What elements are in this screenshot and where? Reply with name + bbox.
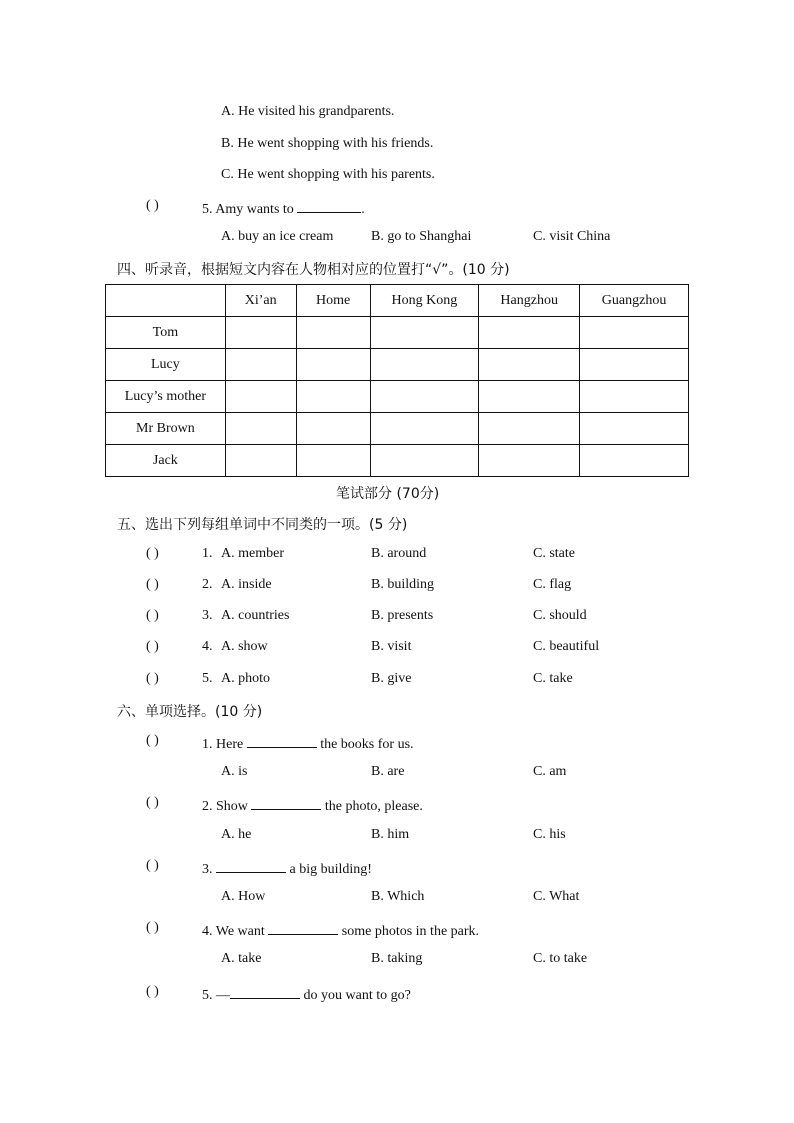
option-c: C. beautiful	[533, 639, 600, 654]
question-prefix: 2. Show	[202, 799, 248, 814]
option-a: A. buy an ice cream	[221, 229, 334, 244]
check-cell[interactable]	[580, 413, 689, 445]
column-header: Hangzhou	[479, 285, 580, 317]
check-cell[interactable]	[580, 381, 689, 413]
row-label: Tom	[106, 317, 226, 349]
table-row	[106, 349, 689, 381]
option-b: B. building	[371, 577, 435, 592]
option-a: A. inside	[221, 577, 272, 592]
question-prefix: 4. We want	[202, 924, 265, 939]
question-suffix: a big building!	[289, 862, 372, 877]
option-c: C. state	[533, 546, 575, 561]
option-b: B. taking	[371, 951, 423, 966]
answer-paren: ( )	[146, 608, 159, 623]
section-6-title: 六、单项选择。(10 分)	[117, 704, 263, 720]
answer-blank[interactable]	[230, 984, 300, 999]
check-cell[interactable]	[479, 349, 580, 381]
option-c: C. take	[533, 671, 573, 686]
check-cell[interactable]	[296, 381, 370, 413]
option-c: C. He went shopping with his parents.	[221, 167, 435, 182]
item-number: 4.	[202, 639, 213, 654]
check-cell[interactable]	[296, 317, 370, 349]
column-header: Home	[296, 285, 370, 317]
column-header: Guangzhou	[580, 285, 689, 317]
table-header-row	[106, 285, 689, 317]
question-prefix: 5. —	[202, 988, 230, 1003]
answer-paren: ( )	[146, 198, 159, 213]
option-a: A. He visited his grandparents.	[221, 104, 395, 119]
option-c: C. his	[533, 827, 566, 842]
answer-blank[interactable]	[216, 858, 286, 873]
check-cell[interactable]	[479, 381, 580, 413]
table-row	[106, 445, 689, 477]
check-cell[interactable]	[225, 445, 296, 477]
option-a: A. photo	[221, 671, 270, 686]
question-stem	[202, 920, 479, 940]
section-5-title: 五、选出下列每组单词中不同类的一项。(5 分)	[117, 517, 408, 533]
column-header	[106, 285, 226, 317]
row-label: Jack	[106, 445, 226, 477]
question-stem	[202, 198, 365, 218]
row-label: Lucy	[106, 349, 226, 381]
answer-paren: ( )	[146, 858, 159, 873]
option-b: B. presents	[371, 608, 434, 623]
question-prefix: 3.	[202, 862, 213, 877]
option-a: A. take	[221, 951, 262, 966]
check-cell[interactable]	[296, 445, 370, 477]
option-c: C. What	[533, 889, 580, 904]
option-c: C. am	[533, 764, 567, 779]
option-a: A. member	[221, 546, 284, 561]
option-a: A. countries	[221, 608, 290, 623]
check-cell[interactable]	[296, 349, 370, 381]
option-c: C. visit China	[533, 229, 611, 244]
check-cell[interactable]	[296, 413, 370, 445]
answer-blank[interactable]	[247, 733, 317, 748]
answer-paren: ( )	[146, 984, 159, 999]
option-b: B. go to Shanghai	[371, 229, 472, 244]
question-suffix: do you want to go?	[303, 988, 411, 1003]
option-c: C. flag	[533, 577, 572, 592]
answer-paren: ( )	[146, 639, 159, 654]
option-b: B. Which	[371, 889, 425, 904]
check-cell[interactable]	[225, 413, 296, 445]
option-b: B. are	[371, 764, 405, 779]
row-label: Mr Brown	[106, 413, 226, 445]
option-c: C. should	[533, 608, 587, 623]
question-stem	[202, 733, 414, 753]
option-a: A. show	[221, 639, 268, 654]
check-cell[interactable]	[225, 349, 296, 381]
question-stem	[202, 984, 411, 1004]
question-text: 5. Amy wants to	[202, 202, 294, 217]
question-stem	[202, 858, 372, 878]
answer-paren: ( )	[146, 577, 159, 592]
option-b: B. visit	[371, 639, 412, 654]
option-b: B. He went shopping with his friends.	[221, 136, 434, 151]
answer-paren: ( )	[146, 920, 159, 935]
check-cell[interactable]	[580, 445, 689, 477]
option-a: A. How	[221, 889, 266, 904]
option-b: B. around	[371, 546, 427, 561]
option-b: B. give	[371, 671, 412, 686]
check-cell[interactable]	[479, 317, 580, 349]
option-b: B. him	[371, 827, 410, 842]
table-row	[106, 381, 689, 413]
question-suffix: the photo, please.	[324, 799, 423, 814]
item-number: 3.	[202, 608, 213, 623]
check-cell[interactable]	[370, 381, 479, 413]
check-cell[interactable]	[479, 445, 580, 477]
check-cell[interactable]	[225, 381, 296, 413]
item-number: 5.	[202, 671, 213, 686]
question-prefix: 1. Here	[202, 737, 244, 752]
section-4-title: 四、听录音，根据短文内容在人物相对应的位置打“√”。(10 分)	[117, 262, 510, 278]
option-a: A. is	[221, 764, 248, 779]
column-header: Hong Kong	[370, 285, 479, 317]
item-number: 2.	[202, 577, 213, 592]
written-part-heading: 笔试部分 (70分)	[336, 486, 440, 502]
check-cell[interactable]	[580, 317, 689, 349]
answer-paren: ( )	[146, 671, 159, 686]
answer-blank[interactable]	[268, 920, 338, 935]
check-cell[interactable]	[370, 413, 479, 445]
check-cell[interactable]	[225, 317, 296, 349]
answer-blank[interactable]	[251, 795, 321, 810]
option-c: C. to take	[533, 951, 588, 966]
column-header: Xi’an	[225, 285, 296, 317]
answer-paren: ( )	[146, 546, 159, 561]
question-suffix: the books for us.	[320, 737, 414, 752]
listening-table	[105, 284, 689, 477]
answer-blank[interactable]	[297, 198, 361, 213]
check-cell[interactable]	[479, 413, 580, 445]
option-a: A. he	[221, 827, 252, 842]
question-end: .	[361, 202, 365, 217]
check-cell[interactable]	[370, 349, 479, 381]
check-cell[interactable]	[580, 349, 689, 381]
answer-paren: ( )	[146, 733, 159, 748]
table-row	[106, 413, 689, 445]
question-stem	[202, 795, 423, 815]
item-number: 1.	[202, 546, 213, 561]
row-label: Lucy’s mother	[106, 381, 226, 413]
check-cell[interactable]	[370, 445, 479, 477]
check-cell[interactable]	[370, 317, 479, 349]
answer-paren: ( )	[146, 795, 159, 810]
question-suffix: some photos in the park.	[341, 924, 480, 939]
table-row	[106, 317, 689, 349]
